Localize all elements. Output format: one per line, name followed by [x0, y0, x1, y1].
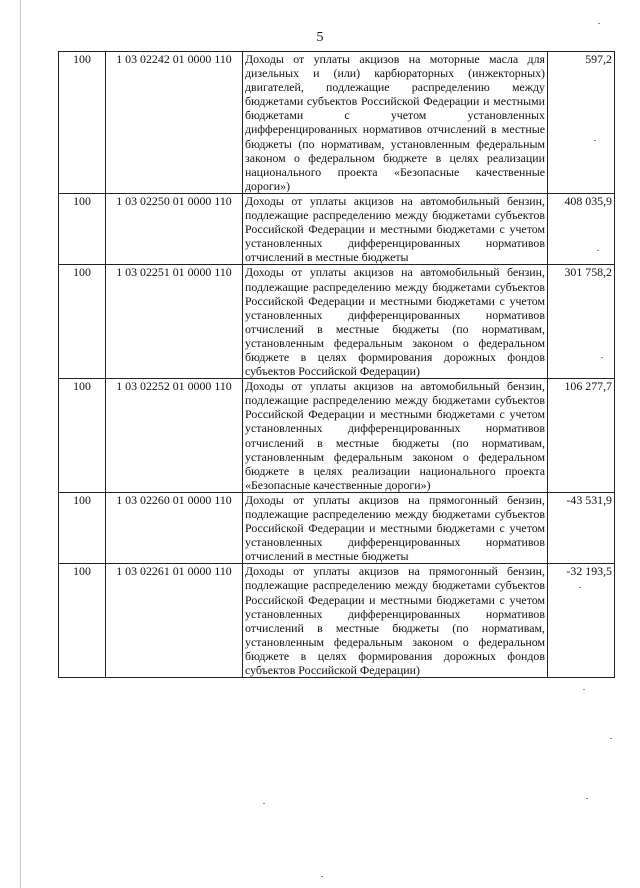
admin-code-cell: 100 — [59, 492, 106, 563]
admin-code-cell: 100 — [59, 265, 106, 379]
budget-code-cell: 1 03 02250 01 0000 110 — [106, 193, 243, 264]
amount-cell: -43 531,9 — [548, 492, 615, 563]
admin-code-cell: 100 — [59, 564, 106, 678]
description-cell: Доходы от уплаты акцизов на автомобильный бензин, подлежащие распределению между бюджетами субъектов Российской Федерации и местными бюджетами с учетом установленных дифференцированных нормативов отчислений в местные бюджеты (по нормативам, установленным федеральным законом о федеральном бюджете в целях реализации национального проекта «Безопасные качественные дороги») — [243, 379, 548, 493]
table-row — [59, 492, 615, 563]
revenue-table — [58, 51, 615, 678]
table-row — [59, 265, 615, 379]
budget-code-cell: 1 03 02242 01 0000 110 — [106, 52, 243, 194]
amount-cell: -32 193,5 — [548, 564, 615, 678]
table-row — [59, 564, 615, 678]
amount-cell: 597,2 — [548, 52, 615, 194]
budget-code-cell: 1 03 02260 01 0000 110 — [106, 492, 243, 563]
table-row — [59, 379, 615, 493]
amount-cell: 408 035,9 — [548, 193, 615, 264]
admin-code-cell: 100 — [59, 379, 106, 493]
admin-code-cell: 100 — [59, 52, 106, 194]
description-cell: Доходы от уплаты акцизов на моторные масла для дизельных и (или) карбюраторных (инжекторных) двигателей, подлежащие распределению между бюджетами субъектов Российской Федерации и местными бюджетами с учетом установленных дифференцированных нормативов отчислений в местные бюджеты (по нормативам, установленным федеральным законом о федеральном бюджете в целях реализации национального проекта «Безопасные качественные дороги») — [243, 52, 548, 194]
budget-code-cell: 1 03 02252 01 0000 110 — [106, 379, 243, 493]
budget-code-cell: 1 03 02251 01 0000 110 — [106, 265, 243, 379]
amount-cell: 106 277,7 — [548, 379, 615, 493]
amount-cell: 301 758,2 — [548, 265, 615, 379]
admin-code-cell: 100 — [59, 193, 106, 264]
description-cell: Доходы от уплаты акцизов на автомобильный бензин, подлежащие распределению между бюджетами субъектов Российской Федерации и местными бюджетами с учетом установленных дифференцированных нормативов отчислений в местные бюджеты (по нормативам, установленным федеральным законом о федеральном бюджете в целях формирования дорожных фондов субъектов Российской Федерации) — [243, 265, 548, 379]
table-row — [59, 52, 615, 194]
description-cell: Доходы от уплаты акцизов на автомобильный бензин, подлежащие распределению между бюджетами субъектов Российской Федерации и местными бюджетами с учетом установленных дифференцированных нормативов отчислений в местные бюджеты — [243, 193, 548, 264]
scan-margin-line — [20, 0, 21, 888]
description-cell: Доходы от уплаты акцизов на прямогонный бензин, подлежащие распределению между бюджетами субъектов Российской Федерации и местными бюджетами с учетом установленных дифференцированных нормативов отчислений в местные бюджеты (по нормативам, установленным федеральным законом о федеральном бюджете в целях формирования дорожных фондов субъектов Российской Федерации) — [243, 564, 548, 678]
description-cell: Доходы от уплаты акцизов на прямогонный бензин, подлежащие распределению между бюджетами субъектов Российской Федерации и местными бюджетами с учетом установленных дифференцированных нормативов отчислений в местные бюджеты — [243, 492, 548, 563]
table-row — [59, 193, 615, 264]
page-number: 5 — [316, 30, 324, 45]
budget-code-cell: 1 03 02261 01 0000 110 — [106, 564, 243, 678]
